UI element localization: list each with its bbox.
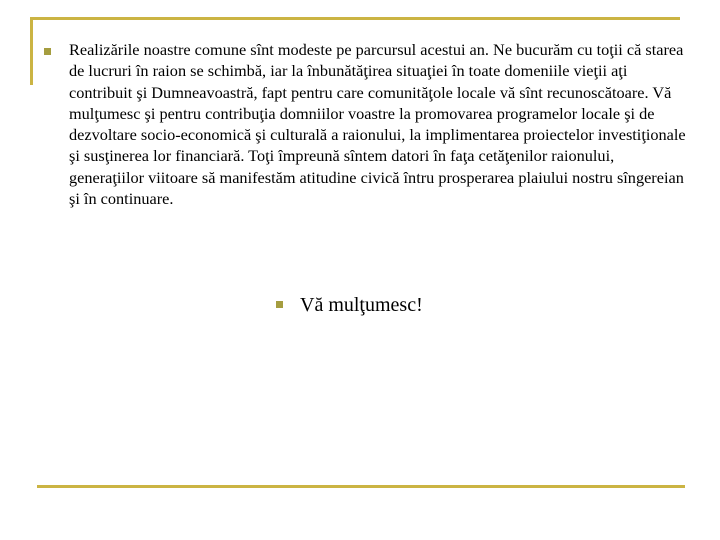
- frame-top-line: [30, 17, 680, 20]
- frame-left-line: [30, 17, 33, 85]
- square-bullet-icon: [44, 48, 51, 55]
- square-bullet-icon: [276, 301, 283, 308]
- frame-bottom-line: [37, 485, 685, 488]
- closing-text: Vă mulţumesc!: [300, 294, 423, 316]
- body-paragraph: Realizările noastre comune sînt modeste pe parcursul acestui an. Ne bucurăm cu toţii că starea de lucruri în raion se schimbă, iar la înbunătăţirea situaţiei în toate domeniile vieţii aţi contribuit şi Dumneavoastră, fapt pentru care comunităţole locale vă sînt recunoscătoare. Vă mulţumesc şi pentru contribuţia domniilor voastre la promovarea programelor locale şi de dezvoltare socio-economică şi culturală a raionului, la implimentarea proiectelor investiţionale şi susţinerea lor financiară. Toţi împreună sîntem datori în faţa cetăţenilor raionului, generaţiilor viitoare să manifestăm atitudine civică întru prosperarea plaiului nostru sîngereian şi în continuare.: [69, 40, 686, 209]
